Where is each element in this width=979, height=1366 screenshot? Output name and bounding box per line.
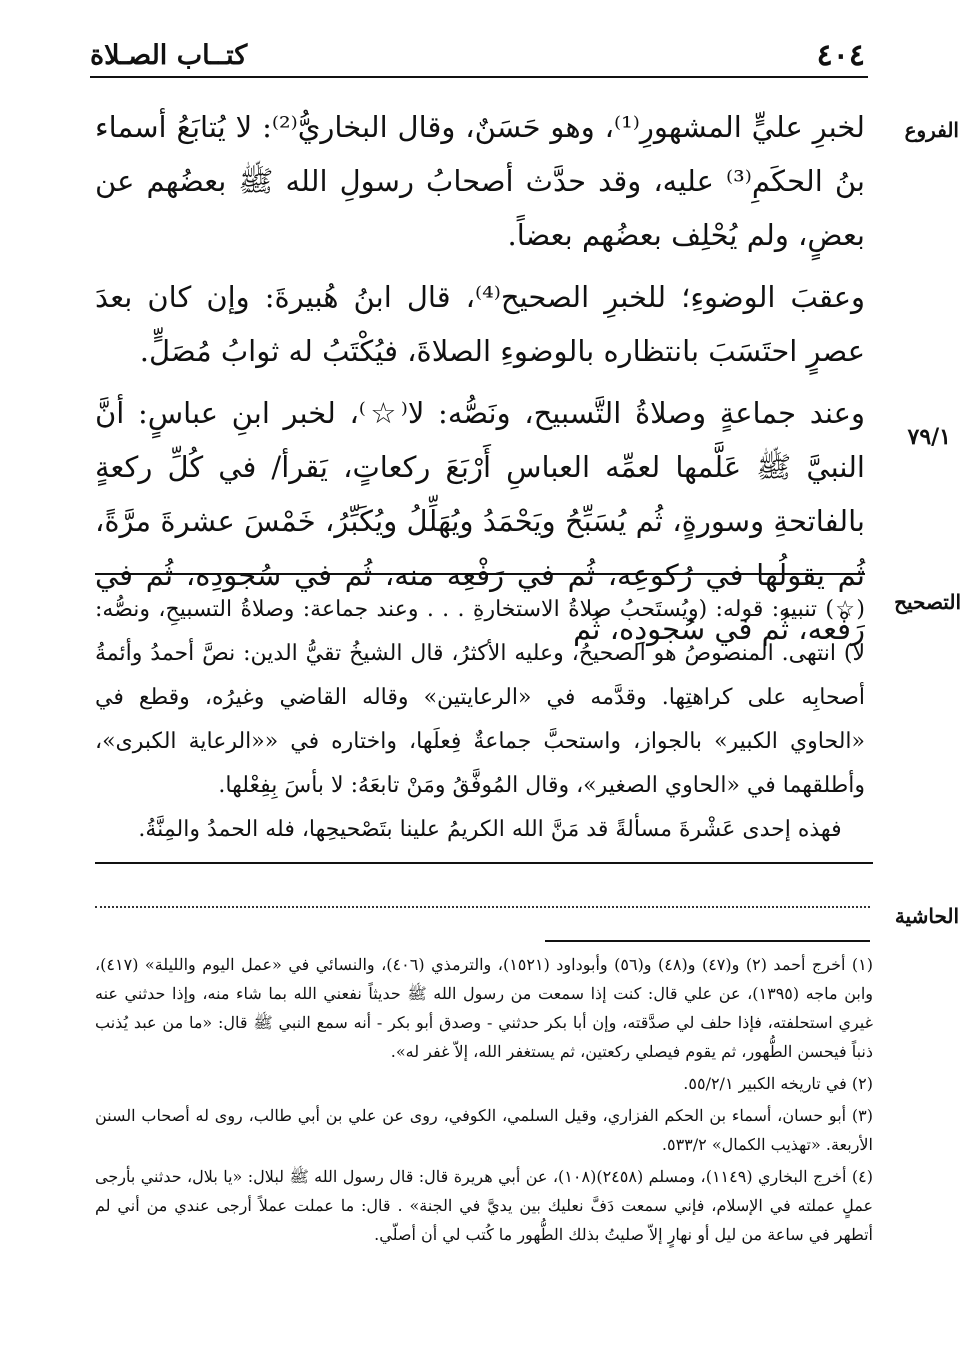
- page-header: [90, 38, 865, 78]
- running-title: كتــاب الصـلاة: [90, 40, 248, 71]
- footnote-divider: [545, 940, 870, 942]
- main-paragraph: وعقبَ الوضوءِ؛ للخبرِ الصحيح⁽⁴⁾، قال ابنُ هُبيرةَ: وإن كان بعدَ عصرٍ احتَسَبَ بانتظاره بالوضوءِ الصلاةَ، فيُكْتَبُ له ثوابُ مُصَلٍّ.: [95, 280, 865, 368]
- main-text-divider: [95, 573, 865, 575]
- main-paragraph: لخبرِ عليٍّ المشهورِ⁽¹⁾، وهو حَسَنٌ، وقال البخاريُّ⁽²⁾: لا يُتابَعُ أسماء بنُ الحكَمِ⁽³⁾ عليه، وقد حدَّث أصحابُ رسولِ الله ﷺ بعضُهم عن بعضٍ، ولم يُحْلِف بعضُهم بعضاً.: [95, 110, 865, 252]
- tashih-section: [95, 588, 865, 852]
- footnotes: [95, 950, 873, 1252]
- margin-label-tashih: التصحيح: [894, 590, 961, 614]
- margin-reference: ٧٩/١: [907, 424, 951, 450]
- margin-label-furu: الفروع: [904, 118, 959, 142]
- margin-label-hashiya: الحاشية: [894, 904, 959, 928]
- footnote: (٣) أبو حسان، أسماء بن الحكم الفزاري، وقيل السلمي، الكوفي، روى عن علي بن أبي طالب، روى له أصحاب السنن الأربعة. «تهذيب الكمال» ٥٣٣/٢.: [95, 1106, 873, 1154]
- tashih-paragraph: (☆) تنبيه: قوله: (ويُستَحبُ صلاةُ الاستخارةِ . . . وعند جماعة: وصلاةُ التسبيحِ، ونصُّه: لا) انتهى. المنصوصُ هو الصحيحُ، وعليه الأكثرُ، قال الشيخُ تقيُّ الدين: نصَّ أحمدُ وأئمةُ أصحابِه على كراهتِها. وقدَّمه في «الرعايتين» وقاله القاضي وغيرُه، وقطع في «الحاوي الكبير» بالجواز، واستحبَّ جماعةٌ فِعلَها، واختاره في ««الرعاية الكبرى»، وأطلقهما في «الحاوي الصغير»، وقال المُوفَّقُ ومَنْ تابعَهُ: لا بأسَ بِفِعْلها.: [95, 597, 865, 798]
- hashiya-dotted-line: [95, 906, 870, 908]
- footnote: (٢) في تاريخه الكبير ٥٥/٢/١.: [683, 1074, 873, 1093]
- footnote: (١) أخرج أحمد (٢) و(٤٧) و(٤٨) و(٥٦) وأبوداود (١٥٢١)، والترمذي (٤٠٦)، والنسائي في «عمل اليوم والليلة» (٤١٧)، وابن ماجه (١٣٩٥)، عن علي قال: كنت إذا سمعت من رسول الله ﷺ حديثاً نفعني الله بما شاء منه، وإذا حدثني عنه غيري استحلفته، فإذا حلف لي صدَّقته، وإن أبا بكر حدثني - وصدق أبو بكر - أنه سمع النبي ﷺ قال: «ما من عبد يُذنب ذنباً فيحسن الطُّهور، ثم يقوم فيصلي ركعتين، ثم يستغفر الله، إلاّ غفر له».: [95, 955, 874, 1061]
- tashih-closing: فهذه إحدى عَشْرةَ مسألةً قد مَنَّ الله الكريمُ علينا بتَصْحيحِها، فله الحمدُ والمِنَّةُ.: [138, 817, 842, 842]
- section-divider: [95, 862, 873, 864]
- main-paragraph: وعند جماعةٍ وصلاةُ التَّسبيح، ونَصُّه: لا⁽☆⁾، لخبر ابنِ عباسٍ: أنَّ النبيَّ ﷺ عَلَّمها لعمِّه العباسِ أَرْبَعَ ركعاتٍ، يَقرأ/ في كُلِّ ركعةٍ بالفاتحةِ وسورةٍ، ثُم يُسَبِّحُ ويَحْمَدُ ويُهَلِّلُ ويُكَبِّرُ، خَمْسَ عشرةَ مرَّةً، ثُم يقولُها في رُكوعِه، ثُم في رَفْعِه منه، ثُم في سُجودِه، ثُم في رَفْعه، ثُم في سُجودِه، ثُم: [95, 396, 865, 646]
- footnote: (٤) أخرج البخاري (١١٤٩)، ومسلم (٢٤٥٨)(١٠٨)، عن أبي هريرة قال: قال رسول الله ﷺ لبلال: «يا بلال، حدثني بأرجى عملٍ عملته في الإسلام، فإني سمعت دَفَّ نعليك بين يديَّ في الجنة» . قال: ما عملت عملاً أرجى عندي من أني لم أتطهر في ساعة من ليل أو نهارٍ إلاّ صليتُ بذلك الطُّهور ما كُتب لي أن أصلّي.: [95, 1167, 873, 1244]
- header-rule: [90, 76, 868, 78]
- page-number: ٤٠٤: [816, 38, 865, 73]
- main-text: [95, 100, 865, 664]
